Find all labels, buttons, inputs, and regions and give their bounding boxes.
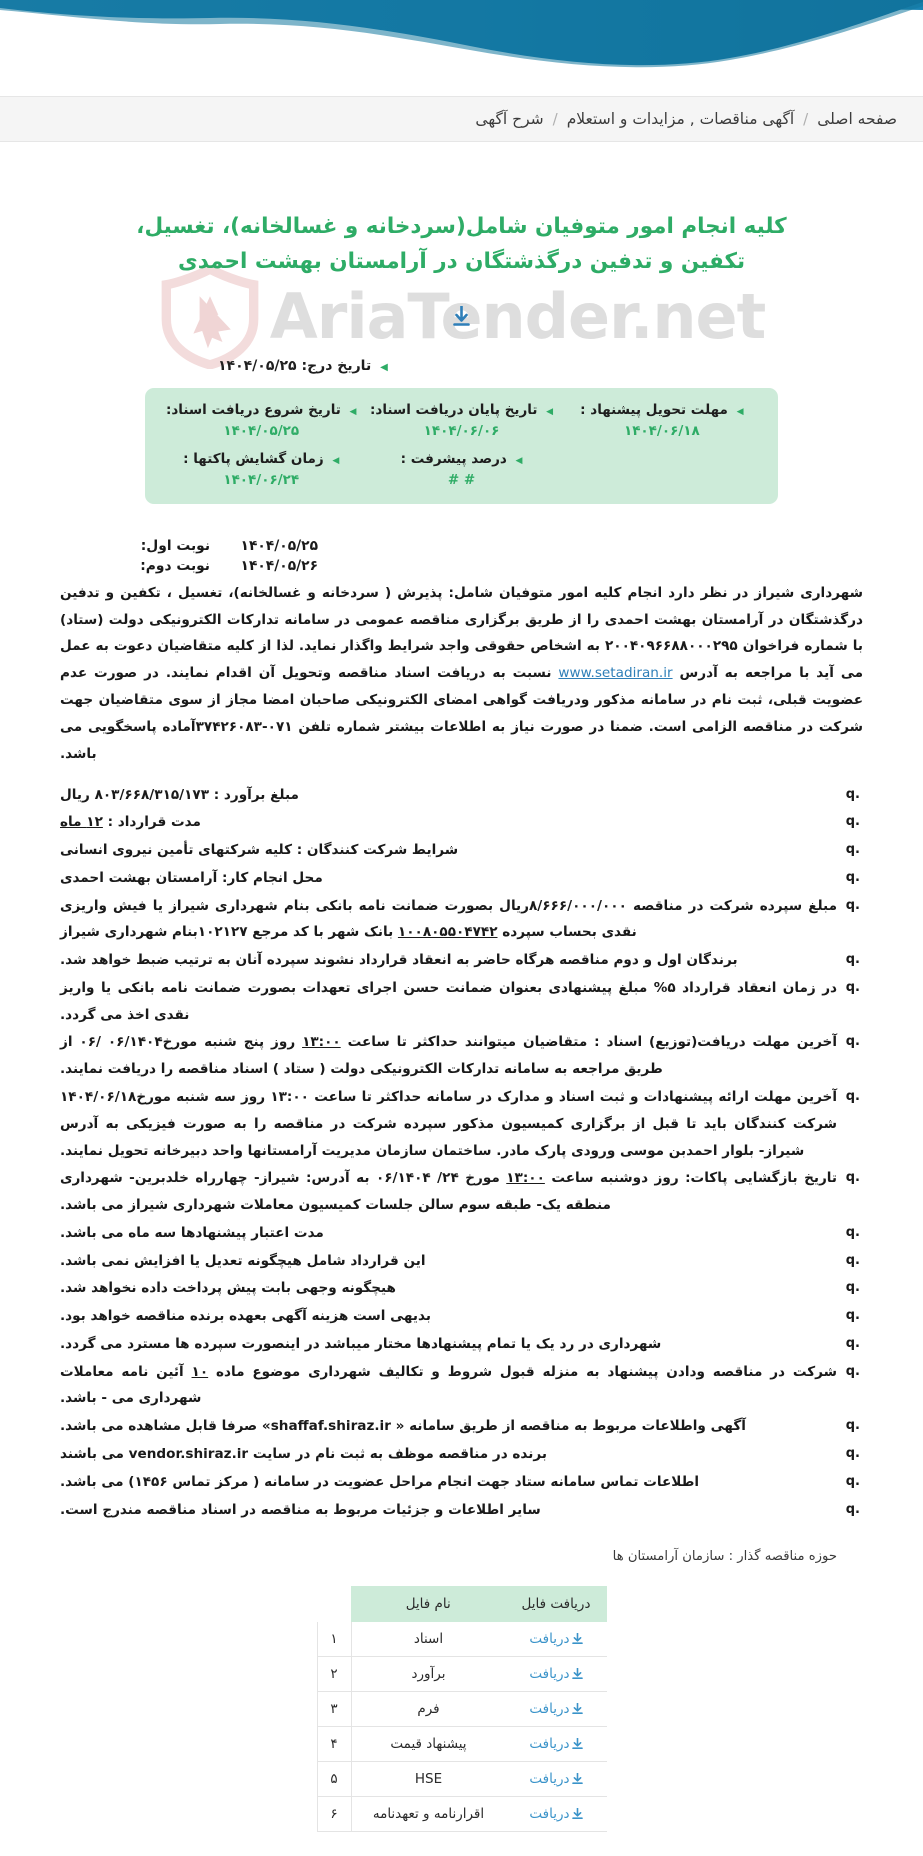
term-text: محل انجام کار: آرامستان بهشت احمدی xyxy=(60,869,323,886)
cell-index: ۶ xyxy=(317,1797,351,1832)
intro-text-part2: نسبت به دریافت اسناد مناقصه وتحویل آن اقدام نمایند. در صورت عدم عضویت قبلی، ثبت نام در سامانه مذکور ودریافت گواهی امضای الکترونیکی صاحبان امضا مجاز از سوی متقاضیان جهت شرکت در مناقصه الزامی است. ضمنا در صورت نیاز به اطلاعات بیشتر شماره تلفن ۰۷۱-۳۷۴۲۶۰۸۳آماده پاسخگویی می باشد. xyxy=(60,665,863,763)
term-item-2 xyxy=(60,809,839,836)
term-text: مدت اعتبار پیشنهادها سه ماه می باشد. xyxy=(60,1224,324,1241)
download-icon xyxy=(572,1808,583,1820)
term-text-after: روز پنج شنبه مورخ۰۶/۱۴۰۴ /۰۶ از طریق مراجعه به سامانه تدارکات الکترونیکی دولت ( ستاد ) اسناد مناقصه را دریافت نمایند. xyxy=(60,1034,663,1078)
tender-dates-row-2 xyxy=(161,451,762,488)
term-item-20 xyxy=(60,1497,839,1524)
info-cell-docs-end-date xyxy=(361,402,561,439)
intro-text-part1: شهرداری شیراز در نظر دارد انجام کلیه امور متوفیان شامل: پذیرش ( سردخانه و غسالخانه)، تغسیل ، تکفین و تدفین درگذشتگان در آرامستان بهشت احمدی را از طریق برگزاری مناقصه عمومی در سامانه تدارکات الکترونیکی دولت (ستاد) با شماره فراخوان ۲۰۰۴۰۹۶۶۸۸۰۰۰۲۹۵ به اشخاص حقوقی واجد شرایط واگذار نماید. لذا از کلیه متقاضیان دعوت به عمل می آید با مراجعه به آدرس xyxy=(60,584,863,682)
tender-organization: حوزه مناقصه گذار : سازمان آرامستان ها xyxy=(612,1549,837,1565)
announcement-rounds xyxy=(60,538,863,574)
download-link[interactable] xyxy=(529,1771,582,1787)
info-cell-docs-start-date xyxy=(161,402,361,439)
tender-intro-paragraph xyxy=(60,580,863,768)
download-link[interactable] xyxy=(529,1701,582,1717)
term-item-15 xyxy=(60,1331,839,1358)
info-value: ۱۴۰۴/۰۶/۲۴ xyxy=(223,471,300,488)
cell-download[interactable] xyxy=(505,1657,606,1692)
triangle-bullet-icon: ◀ xyxy=(332,455,340,466)
tender-dates-row-1 xyxy=(161,402,762,439)
cell-download[interactable] xyxy=(505,1692,606,1727)
term-text: تاریخ بازگشایی پاکات: روز دوشنبه ساعت xyxy=(544,1170,838,1187)
cell-index: ۱ xyxy=(317,1622,351,1657)
download-icon xyxy=(572,1773,583,1785)
cell-index: ۵ xyxy=(317,1762,351,1797)
announcement-round-first xyxy=(120,538,863,554)
term-item-17 xyxy=(60,1413,839,1440)
info-label xyxy=(361,451,561,467)
download-label: دریافت xyxy=(529,1806,570,1823)
page-header-banner xyxy=(0,0,923,96)
setadiran-link[interactable]: www.setadiran.ir xyxy=(558,665,673,682)
term-item-10 xyxy=(60,1165,839,1219)
term-item-14 xyxy=(60,1303,839,1330)
table-row xyxy=(317,1657,607,1692)
term-text: آخرین مهلت ارائه پیشنهادات و ثبت اسناد و مدارک در سامانه حداکثر تا ساعت ۱۳:۰۰ روز سه شنبه مورخ۱۴۰۴/۰۶/۱۸ شرکت کنندگان باید تا قبل از برگزاری کمیسیون مذکور سپرده شرکت در مناقصه را به صورت فیزیکی به آدرس شیراز- بلوار احمدبن موسی ورودی پارک مادر. ساختمان سازمان مدیریت آرامستانها واحد دبیرخانه تحویل نمایند. xyxy=(60,1089,837,1159)
info-value: ۱۴۰۴/۰۵/۲۵ xyxy=(223,422,300,439)
triangle-bullet-icon: ◀ xyxy=(736,406,744,417)
cell-filename: برآورد xyxy=(351,1657,505,1692)
term-underline: ۱۰۰۸۰۵۵۰۴۷۴۲ xyxy=(397,924,498,941)
info-label-text: تاریخ شروع دریافت اسناد: xyxy=(165,401,341,418)
attachments-header-row xyxy=(317,1586,607,1622)
term-text: شرکت در مناقصه ودادن پیشنهاد به منزله قبول شروط و تکالیف شهرداری موضوع ماده xyxy=(208,1363,837,1380)
col-header-filename: نام فایل xyxy=(351,1586,505,1622)
term-text: شرایط شرکت کنندگان : کلیه شرکتهای تأمین نیروی انسانی xyxy=(60,842,459,859)
download-label: دریافت xyxy=(529,1771,570,1788)
page-bottom-spacer xyxy=(60,1832,863,1856)
triangle-bullet-icon: ◀ xyxy=(546,406,554,417)
cell-download[interactable] xyxy=(505,1727,606,1762)
term-item-5 xyxy=(60,893,839,947)
term-underline: ۱۳:۰۰ xyxy=(506,1170,545,1187)
term-item-7 xyxy=(60,975,839,1029)
download-link[interactable] xyxy=(529,1736,582,1752)
table-row xyxy=(317,1692,607,1727)
table-row xyxy=(317,1797,607,1832)
term-item-1 xyxy=(60,782,839,809)
term-text: مبلغ سپرده شرکت در مناقصه ۸/۶۶۶/۰۰۰/۰۰۰ریال بصورت ضمانت نامه بانکی بنام شهرداری شیراز یا فیش واریزی نقدی بحساب سپرده xyxy=(60,897,837,941)
triangle-bullet-icon: ◀ xyxy=(515,455,523,466)
download-icon xyxy=(572,1633,583,1645)
info-label-text: درصد پیشرفت : xyxy=(400,450,507,467)
info-label xyxy=(161,402,361,418)
cell-filename: اقرارنامه و تعهدنامه xyxy=(351,1797,505,1832)
download-label: دریافت xyxy=(529,1701,570,1718)
info-value: ۱۴۰۴/۰۶/۱۸ xyxy=(623,422,700,439)
tender-terms-list xyxy=(60,782,863,1524)
triangle-bullet-icon: ◀ xyxy=(349,406,357,417)
cell-index: ۲ xyxy=(317,1657,351,1692)
cell-download[interactable] xyxy=(505,1762,606,1797)
term-item-12 xyxy=(60,1248,839,1275)
download-icon xyxy=(572,1703,583,1715)
cell-index: ۴ xyxy=(317,1727,351,1762)
term-underline: ۱۰ xyxy=(191,1363,209,1380)
attachments-table xyxy=(317,1586,607,1832)
table-row xyxy=(317,1727,607,1762)
cell-filename: HSE xyxy=(351,1762,505,1797)
download-link[interactable] xyxy=(529,1631,582,1647)
attachments-table-head xyxy=(317,1586,607,1622)
term-text: سایر اطلاعات و جزئیات مربوط به مناقصه در اسناد مناقصه مندرج است. xyxy=(60,1501,541,1518)
info-label xyxy=(361,402,561,418)
title-download-icon-wrap[interactable] xyxy=(60,306,863,336)
page-title: کلیه انجام امور متوفیان شامل(سردخانه و غسالخانه)، تغسیل، تکفین و تدفین درگذشتگان در آرامستان بهشت احمدی xyxy=(136,214,787,274)
breadcrumb-item-home[interactable]: صفحه اصلی xyxy=(817,110,897,128)
term-text: هیچگونه وجهی بابت پیش پرداخت داده نخواهد شد. xyxy=(60,1280,396,1297)
announcement-round-second xyxy=(120,558,863,574)
term-text: مبلغ برآورد : ۸۰۳/۶۶۸/۳۱۵/۱۷۳ ریال xyxy=(60,786,299,803)
download-icon[interactable] xyxy=(453,306,470,328)
info-label-text: مهلت تحویل پیشنهاد : xyxy=(580,401,728,418)
info-value: ۱۴۰۴/۰۶/۰۶ xyxy=(423,422,500,439)
download-label: دریافت xyxy=(529,1631,570,1648)
term-text: اطلاعات تماس سامانه ستاد جهت انجام مراحل عضویت در سامانه ( مرکز تماس ۱۴۵۶) می باشد. xyxy=(60,1473,700,1490)
breadcrumb-separator: / xyxy=(552,110,558,128)
term-item-18 xyxy=(60,1441,839,1468)
info-cell-delivery-deadline xyxy=(562,402,762,439)
term-text: این قرارداد شامل هیچگونه تعدیل یا افزایش نمی باشد. xyxy=(60,1252,426,1269)
info-label-text: تاریخ پایان دریافت اسناد: xyxy=(370,401,538,418)
col-header-index xyxy=(317,1586,351,1622)
download-label: دریافت xyxy=(529,1666,570,1683)
term-text: برندگان اول و دوم مناقصه هرگاه حاضر به انعقاد قرارداد نشوند سپرده آنان به ترتیب ضبط خواهد شد. xyxy=(60,952,738,969)
table-row xyxy=(317,1622,607,1657)
breadcrumb xyxy=(0,96,923,142)
cell-filename: فرم xyxy=(351,1692,505,1727)
cell-filename: پیشنهاد قیمت xyxy=(351,1727,505,1762)
term-item-9 xyxy=(60,1084,839,1164)
info-label xyxy=(161,451,361,467)
round-value: ۱۴۰۴/۰۵/۲۶ xyxy=(240,557,318,574)
term-text: آگهی واطلاعات مربوط به مناقصه از طریق سامانه « shaffaf.shiraz.ir» صرفا قابل مشاهده می باشد. xyxy=(60,1418,746,1435)
attachments-table-body xyxy=(317,1622,607,1832)
term-text: بدیهی است هزینه آگهی بعهده برنده مناقصه خواهد بود. xyxy=(60,1308,431,1325)
info-value: # # xyxy=(447,471,476,488)
publish-date-label: تاریخ درج: xyxy=(301,357,372,374)
term-underline: ۱۲ ماه xyxy=(60,814,103,831)
term-item-4 xyxy=(60,865,839,892)
term-underline: ۱۳:۰۰ xyxy=(302,1034,341,1051)
info-label-text: زمان گشایش پاکتها : xyxy=(183,450,324,467)
download-link[interactable] xyxy=(529,1666,582,1682)
cell-filename: اسناد xyxy=(351,1622,505,1657)
breadcrumb-item-tenders[interactable]: آگهی مناقصات , مزایدات و استعلام xyxy=(566,110,795,128)
cell-download[interactable] xyxy=(505,1622,606,1657)
info-cell-progress-percent xyxy=(361,451,561,488)
table-row xyxy=(317,1762,607,1797)
cell-download[interactable] xyxy=(505,1797,606,1832)
term-item-13 xyxy=(60,1275,839,1302)
col-header-download: دریافت فایل xyxy=(505,1586,606,1622)
download-icon xyxy=(572,1738,583,1750)
term-text: شهرداری در رد یک یا تمام پیشنهادها مختار میباشد در اینصورت سپرده ها مسترد می گردد. xyxy=(60,1335,662,1352)
breadcrumb-separator: / xyxy=(803,110,809,128)
term-text-after: بانک شهر با کد مرجع ۱۰۲۱۲۷بنام شهرداری شیراز xyxy=(60,924,398,941)
triangle-bullet-icon: ◀ xyxy=(380,361,388,373)
round-label: نوبت دوم: xyxy=(140,557,210,574)
download-link[interactable] xyxy=(529,1806,582,1822)
term-text: آخرین مهلت دریافت(توزیع) اسناد : متقاضیان میتوانند حداکثر تا ساعت xyxy=(340,1034,837,1051)
term-item-8 xyxy=(60,1029,839,1083)
term-text: برنده در مناقصه موظف به ثبت نام در سایت vendor.shiraz.ir می باشند xyxy=(60,1445,547,1462)
info-cell-empty xyxy=(562,451,762,488)
tender-dates-box xyxy=(145,388,778,504)
watermark-text: AriaTender.net xyxy=(269,280,766,353)
round-label: نوبت اول: xyxy=(140,537,210,554)
publish-date-value: ۱۴۰۴/۰۵/۲۵ xyxy=(218,357,297,374)
term-text: مدت قرارداد : xyxy=(102,814,201,831)
info-cell-envelope-opening xyxy=(161,451,361,488)
attachments-table-wrap xyxy=(317,1586,607,1832)
term-item-6 xyxy=(60,947,839,974)
term-item-11 xyxy=(60,1220,839,1247)
header-wave-graphic xyxy=(0,0,923,96)
term-text: در زمان انعقاد قرارداد ۵% مبلغ پیشنهادی بعنوان ضمانت حسن اجرای تعهدات بصورت ضمانت نامه بانکی یا واریز نقدی اخذ می گردد. xyxy=(60,979,837,1023)
term-item-16 xyxy=(60,1359,839,1413)
download-label: دریافت xyxy=(529,1736,570,1753)
term-text-after: آئین نامه معاملات شهرداری می - باشد. xyxy=(60,1363,202,1407)
term-text-after: مورخ ۲۴/ ۰۶/۱۴۰۴ به آدرس: شیراز- چهارراه خلدبرین- شهرداری منطقه یک- طبقه سوم سالن جلسات کمیسیون معاملات شهرداری شیراز می باشد. xyxy=(60,1170,611,1214)
cell-index: ۳ xyxy=(317,1692,351,1727)
breadcrumb-item-current: شرح آگهی xyxy=(475,110,544,128)
term-item-19 xyxy=(60,1469,839,1496)
publish-date-line xyxy=(60,358,863,374)
round-value: ۱۴۰۴/۰۵/۲۵ xyxy=(240,537,318,554)
info-label xyxy=(562,402,762,418)
download-icon xyxy=(572,1668,583,1680)
term-item-3 xyxy=(60,837,839,864)
